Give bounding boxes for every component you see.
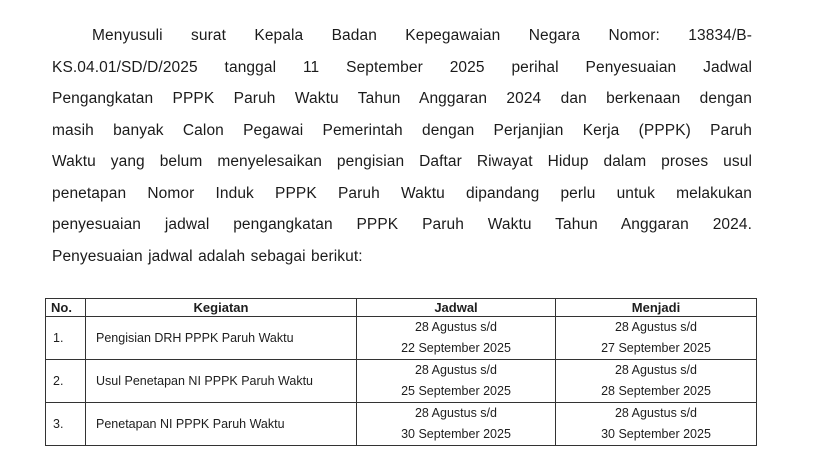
row-menjadi bbox=[556, 317, 757, 360]
jadwal-end: 30 September 2025 bbox=[401, 427, 511, 441]
row-jadwal bbox=[357, 317, 556, 360]
row-number: 2. bbox=[46, 360, 86, 403]
menjadi-end: 28 September 2025 bbox=[601, 384, 711, 398]
row-number: 3. bbox=[46, 403, 86, 446]
menjadi-end: 27 September 2025 bbox=[601, 341, 711, 355]
row-menjadi bbox=[556, 360, 757, 403]
paragraph-line: Waktu yang belum menyelesaikan pengisian Daftar Riwayat Hidup dalam proses usul bbox=[52, 153, 752, 170]
menjadi-end: 30 September 2025 bbox=[601, 427, 711, 441]
row-kegiatan: Pengisian DRH PPPK Paruh Waktu bbox=[86, 317, 357, 360]
header-no: No. bbox=[46, 299, 86, 317]
jadwal-start: 28 Agustus s/d bbox=[414, 406, 497, 420]
row-jadwal bbox=[357, 403, 556, 446]
row-jadwal bbox=[357, 360, 556, 403]
row-number: 1. bbox=[46, 317, 86, 360]
jadwal-start: 28 Agustus s/d bbox=[414, 320, 497, 334]
jadwal-end: 22 September 2025 bbox=[401, 341, 511, 355]
header-jadwal: Jadwal bbox=[357, 299, 556, 317]
row-kegiatan: Penetapan NI PPPK Paruh Waktu bbox=[86, 403, 357, 446]
paragraph-line: penyesuaian jadwal pengangkatan PPPK Paruh Waktu Tahun Anggaran 2024. bbox=[52, 216, 752, 233]
table-row bbox=[46, 317, 757, 360]
schedule-table bbox=[45, 298, 757, 446]
paragraph-line: masih banyak Calon Pegawai Pemerintah dengan Perjanjian Kerja (PPPK) Paruh bbox=[52, 121, 752, 139]
table-row bbox=[46, 360, 757, 403]
header-menjadi: Menjadi bbox=[556, 299, 757, 317]
paragraph-line: Penyesuaian jadwal adalah sebagai berikut: bbox=[52, 247, 363, 265]
paragraph-line: KS.04.01/SD/D/2025 tanggal 11 September 2025 perihal Penyesuaian Jadwal bbox=[52, 58, 752, 76]
table-header-row bbox=[46, 299, 757, 317]
menjadi-start: 28 Agustus s/d bbox=[614, 320, 697, 334]
body-paragraph bbox=[52, 20, 752, 272]
menjadi-start: 28 Agustus s/d bbox=[614, 406, 697, 420]
paragraph-line: Menyusuli surat Kepala Badan Kepegawaian Negara Nomor: 13834/B- bbox=[92, 27, 752, 44]
row-kegiatan: Usul Penetapan NI PPPK Paruh Waktu bbox=[86, 360, 357, 403]
jadwal-start: 28 Agustus s/d bbox=[414, 363, 497, 377]
paragraph-line: Pengangkatan PPPK Paruh Waktu Tahun Anggaran 2024 dan berkenaan dengan bbox=[52, 90, 752, 107]
row-menjadi bbox=[556, 403, 757, 446]
table-row bbox=[46, 403, 757, 446]
paragraph-line: penetapan Nomor Induk PPPK Paruh Waktu dipandang perlu untuk melakukan bbox=[52, 184, 752, 202]
header-kegiatan: Kegiatan bbox=[86, 299, 357, 317]
jadwal-end: 25 September 2025 bbox=[401, 384, 511, 398]
menjadi-start: 28 Agustus s/d bbox=[614, 363, 697, 377]
